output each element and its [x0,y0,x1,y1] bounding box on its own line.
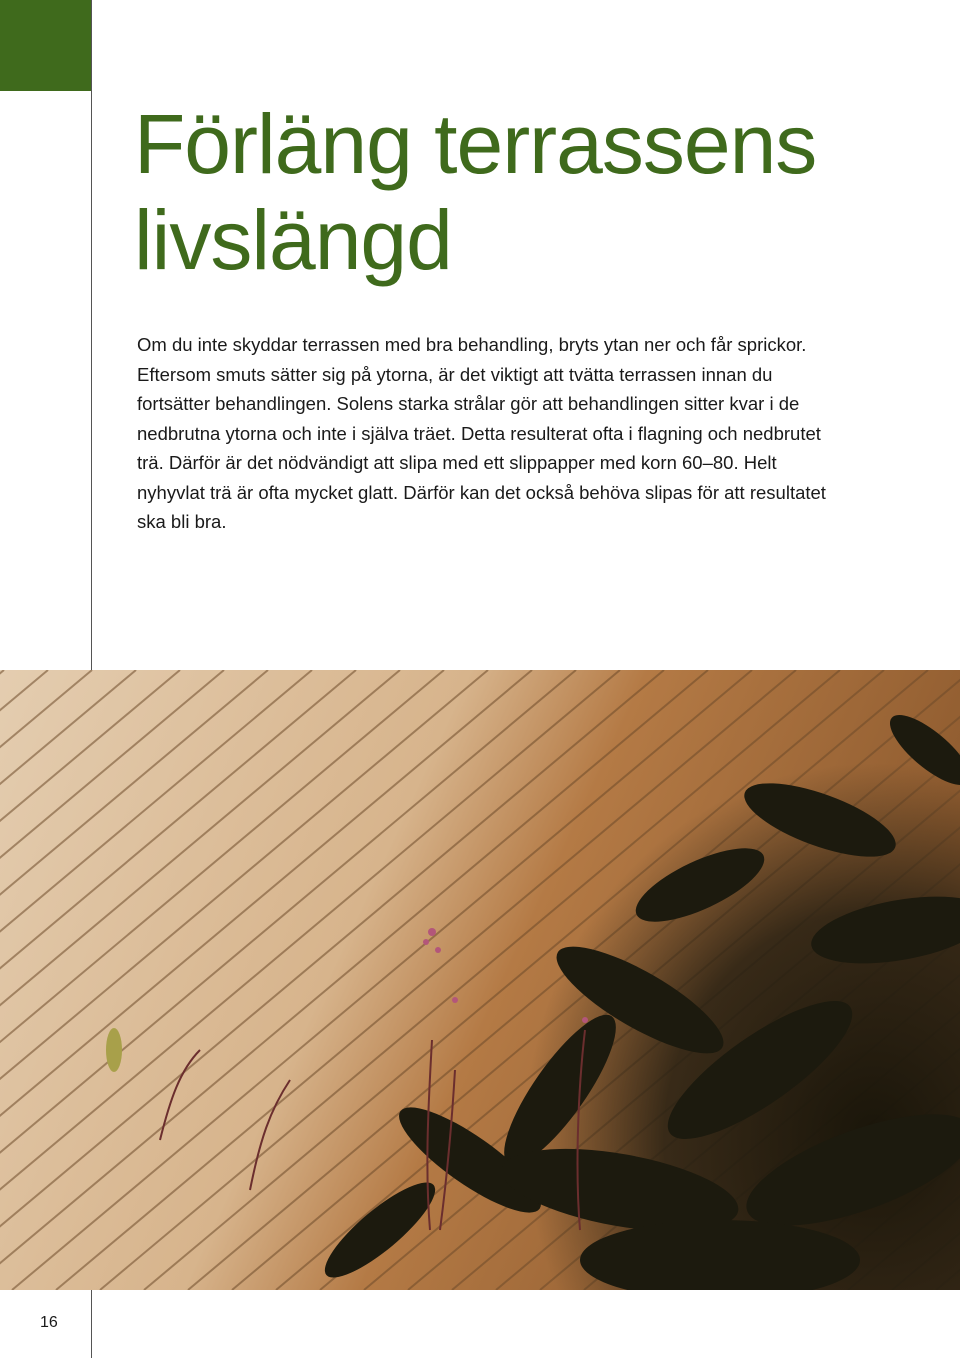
margin-rule [91,0,92,670]
deck-photo-illustration [0,670,960,1290]
small-plant [106,1028,122,1072]
page-number: 16 [40,1314,58,1331]
body-paragraph: Om du inte skyddar terrassen med bra behandling, bryts ytan ner och får sprickor. Eftersom smuts sätter sig på ytorna, är det viktigt att tvätta terrassen innan du fortsätter behandlingen. Solens starka strålar gör att behandlingen sitter kvar i de nedbrutna ytorna och inte i själva träet. Detta resulterat ofta i flagning och nedbrutet trä. Därför är det nödvändigt att slipa med ett slippapper med korn 60–80. Helt nyhyvlat trä är ofta mycket glatt. Därför kan det också behöva slipas för att resultatet ska bli bra. [137,334,826,532]
title-line-1: Förläng terrassens [134,97,817,191]
margin-rule-footer [91,1290,92,1358]
page-title [134,96,914,288]
corner-accent-block [0,0,91,91]
title-line-2: livslängd [134,193,452,287]
deck-photo [0,670,960,1290]
